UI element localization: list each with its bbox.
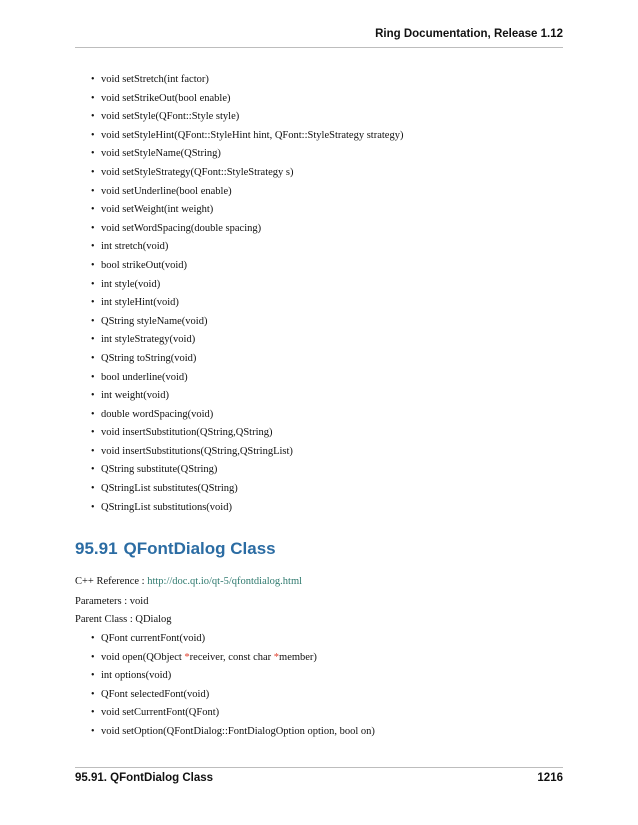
list-item: • QFont currentFont(void) [91, 630, 375, 649]
list-item: • QStringList substitutes(QString) [91, 480, 403, 499]
list-item: • void setStyle(QFont::Style style) [91, 108, 403, 127]
pointer-star: * [273, 651, 280, 663]
list-item [91, 649, 375, 668]
parameters-line: Parameters : void [75, 596, 149, 607]
list-item: • int weight(void) [91, 387, 403, 406]
list-item: • int stretch(void) [91, 238, 403, 257]
parent-class-line: Parent Class : QDialog [75, 614, 172, 625]
qfontdialog-doc-link[interactable]: http://doc.qt.io/qt-5/qfontdialog.html [147, 576, 303, 587]
running-footer [75, 772, 563, 784]
list-item: • void setStyleStrategy(QFont::StyleStrategy s) [91, 164, 403, 183]
list-item: • void setUnderline(bool enable) [91, 183, 403, 202]
method-text: member) [279, 651, 317, 663]
pointer-star: * [184, 651, 190, 663]
list-item: • void insertSubstitution(QString,QString) [91, 424, 403, 443]
qfontdialog-methods-list [91, 630, 375, 742]
list-item: • bool strikeOut(void) [91, 257, 403, 276]
method-text: void open(QObject [101, 651, 185, 663]
list-item: • double wordSpacing(void) [91, 406, 403, 425]
header-divider [75, 47, 563, 48]
list-item: • QString styleName(void) [91, 313, 403, 332]
list-item: • int styleStrategy(void) [91, 331, 403, 350]
list-item: • void setStrikeOut(bool enable) [91, 90, 403, 109]
footer-section-label: 95.91. QFontDialog Class [75, 772, 214, 784]
section-title-text: QFontDialog Class [123, 539, 276, 558]
list-item: • int styleHint(void) [91, 294, 403, 313]
list-item: • QStringList substitutions(void) [91, 499, 403, 518]
section-heading [75, 539, 276, 559]
list-item: • QString toString(void) [91, 350, 403, 369]
list-item: • QFont selectedFont(void) [91, 686, 375, 705]
section-number: 95.91 [75, 539, 118, 558]
list-item: • bool underline(void) [91, 369, 403, 388]
page-number: 1216 [537, 772, 563, 784]
cpp-reference-label: C++ Reference : [75, 576, 148, 587]
list-item: • void setStyleName(QString) [91, 145, 403, 164]
method-text: receiver, const char [189, 651, 274, 663]
list-item: • void setWeight(int weight) [91, 201, 403, 220]
list-item: • void setWordSpacing(double spacing) [91, 220, 403, 239]
running-header: Ring Documentation, Release 1.12 [375, 28, 563, 40]
list-item: • void insertSubstitutions(QString,QStringList) [91, 443, 403, 462]
list-item: • void setCurrentFont(QFont) [91, 704, 375, 723]
list-item: • int options(void) [91, 667, 375, 686]
footer-divider [75, 767, 563, 768]
list-item: • void setOption(QFontDialog::FontDialogOption option, bool on) [91, 723, 375, 742]
cpp-reference [75, 576, 302, 587]
list-item: • void setStyleHint(QFont::StyleHint hint, QFont::StyleStrategy strategy) [91, 127, 403, 146]
list-item: • int style(void) [91, 276, 403, 295]
list-item: • QString substitute(QString) [91, 461, 403, 480]
list-item: • void setStretch(int factor) [91, 71, 403, 90]
qfont-methods-list [91, 71, 403, 517]
